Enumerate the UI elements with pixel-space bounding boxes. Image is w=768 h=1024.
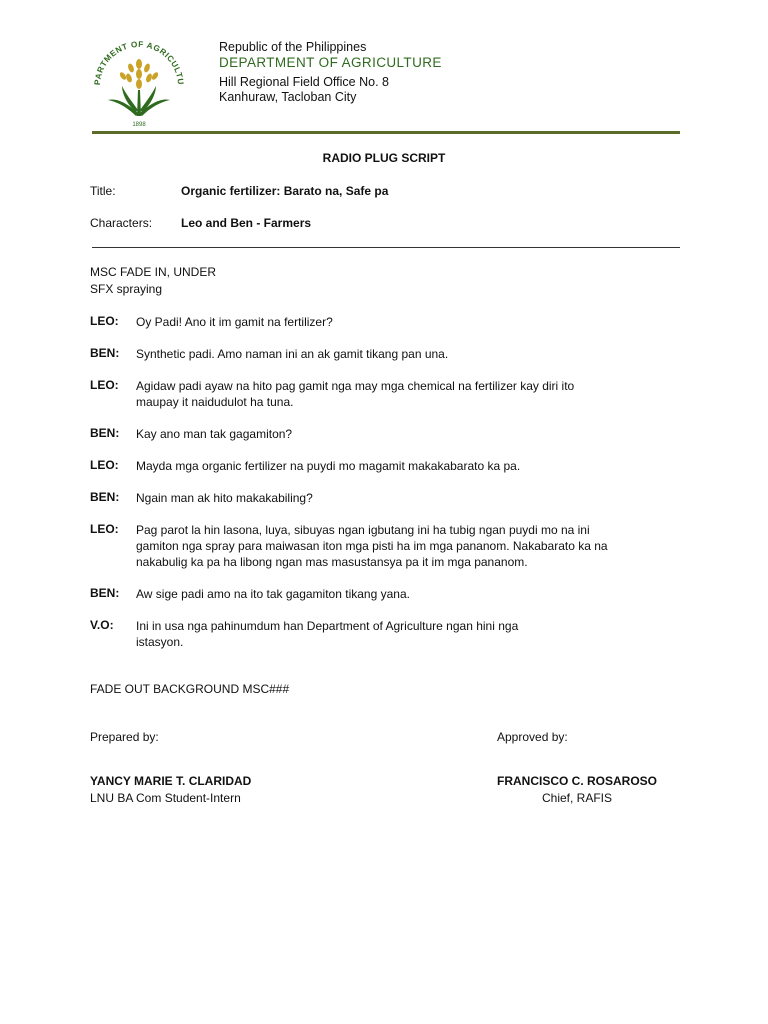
speaker-label: LEO: xyxy=(90,378,119,392)
svg-text:1898: 1898 xyxy=(132,122,146,128)
title-label: Title: xyxy=(90,184,116,198)
dialogue-line: Ngain man ak hito makakabiling? xyxy=(136,491,313,505)
approved-by-label: Approved by: xyxy=(497,730,568,744)
approver-name: FRANCISCO C. ROSAROSO xyxy=(497,774,658,788)
dialogue-line: Aw sige padi amo na ito tak gagamiton tikang yana. xyxy=(136,587,410,601)
dialogue-line: Mayda mga organic fertilizer na puydi mo magamit makakabarato ka pa. xyxy=(136,459,521,473)
preparer-role: LNU BA Com Student-Intern xyxy=(90,791,241,805)
document-title: RADIO PLUG SCRIPT xyxy=(322,151,446,165)
approver-role: Chief, RAFIS xyxy=(542,791,613,805)
dialogue-line: Oy Padi! Ano it im gamit na fertilizer? xyxy=(136,315,333,329)
dialogue-line: Ini in usa nga pahinumdum han Department of Agriculture ngan hini nga istasyon. xyxy=(136,619,519,649)
title-value: Organic fertilizer: Barato na, Safe pa xyxy=(181,184,389,198)
dialogue-line: Agidaw padi ayaw na hito pag gamit nga may mga chemical na fertilizer kay diri ito maupay it naidudulot ha tuna. xyxy=(136,379,575,409)
speaker-label: V.O: xyxy=(90,618,114,632)
dialogue-line: Synthetic padi. Amo naman ini an ak gamit tikang pan una. xyxy=(136,347,449,361)
characters-value: Leo and Ben - Farmers xyxy=(181,216,312,230)
fade-out-cue: FADE OUT BACKGROUND MSC### xyxy=(90,682,290,696)
dialogue-line: Kay ano man tak gagamiton? xyxy=(136,427,293,441)
speaker-label: BEN: xyxy=(90,490,120,504)
prepared-by-label: Prepared by: xyxy=(90,730,159,744)
sfx-cue: SFX spraying xyxy=(90,282,163,296)
office-name: Hill Regional Field Office No. 8 xyxy=(219,75,389,89)
dialogue-line: Pag parot la hin lasona, luya, sibuyas ngan igbutang ini ha tubig ngan puydi mo na ini gamiton nga spray para maiwasan iton mga pisti ha im mga pananom. Nakabarato ka na nakabulig ka pa ha libong ngan mas masustansya pa it im mga pananom. xyxy=(136,523,608,569)
speaker-label: BEN: xyxy=(90,346,120,360)
preparer-name: YANCY MARIE T. CLARIDAD xyxy=(90,774,252,788)
speaker-label: BEN: xyxy=(90,426,120,440)
department-name: DEPARTMENT OF AGRICULTURE xyxy=(219,55,442,70)
header-divider xyxy=(92,131,680,134)
speaker-label: LEO: xyxy=(90,522,119,536)
speaker-label: LEO: xyxy=(90,458,119,472)
office-address: Kanhuraw, Tacloban City xyxy=(219,90,357,104)
svg-text:DEPARTMENT OF AGRICULTURE: PARTMENT OF AGRICULTU xyxy=(92,39,186,86)
department-of-agriculture-logo xyxy=(86,36,192,128)
characters-label: Characters: xyxy=(90,216,153,230)
republic-line: Republic of the Philippines xyxy=(219,40,367,54)
speaker-label: BEN: xyxy=(90,586,120,600)
speaker-label: LEO: xyxy=(90,314,119,328)
music-cue: MSC FADE IN, UNDER xyxy=(90,265,217,279)
section-divider xyxy=(92,247,680,248)
